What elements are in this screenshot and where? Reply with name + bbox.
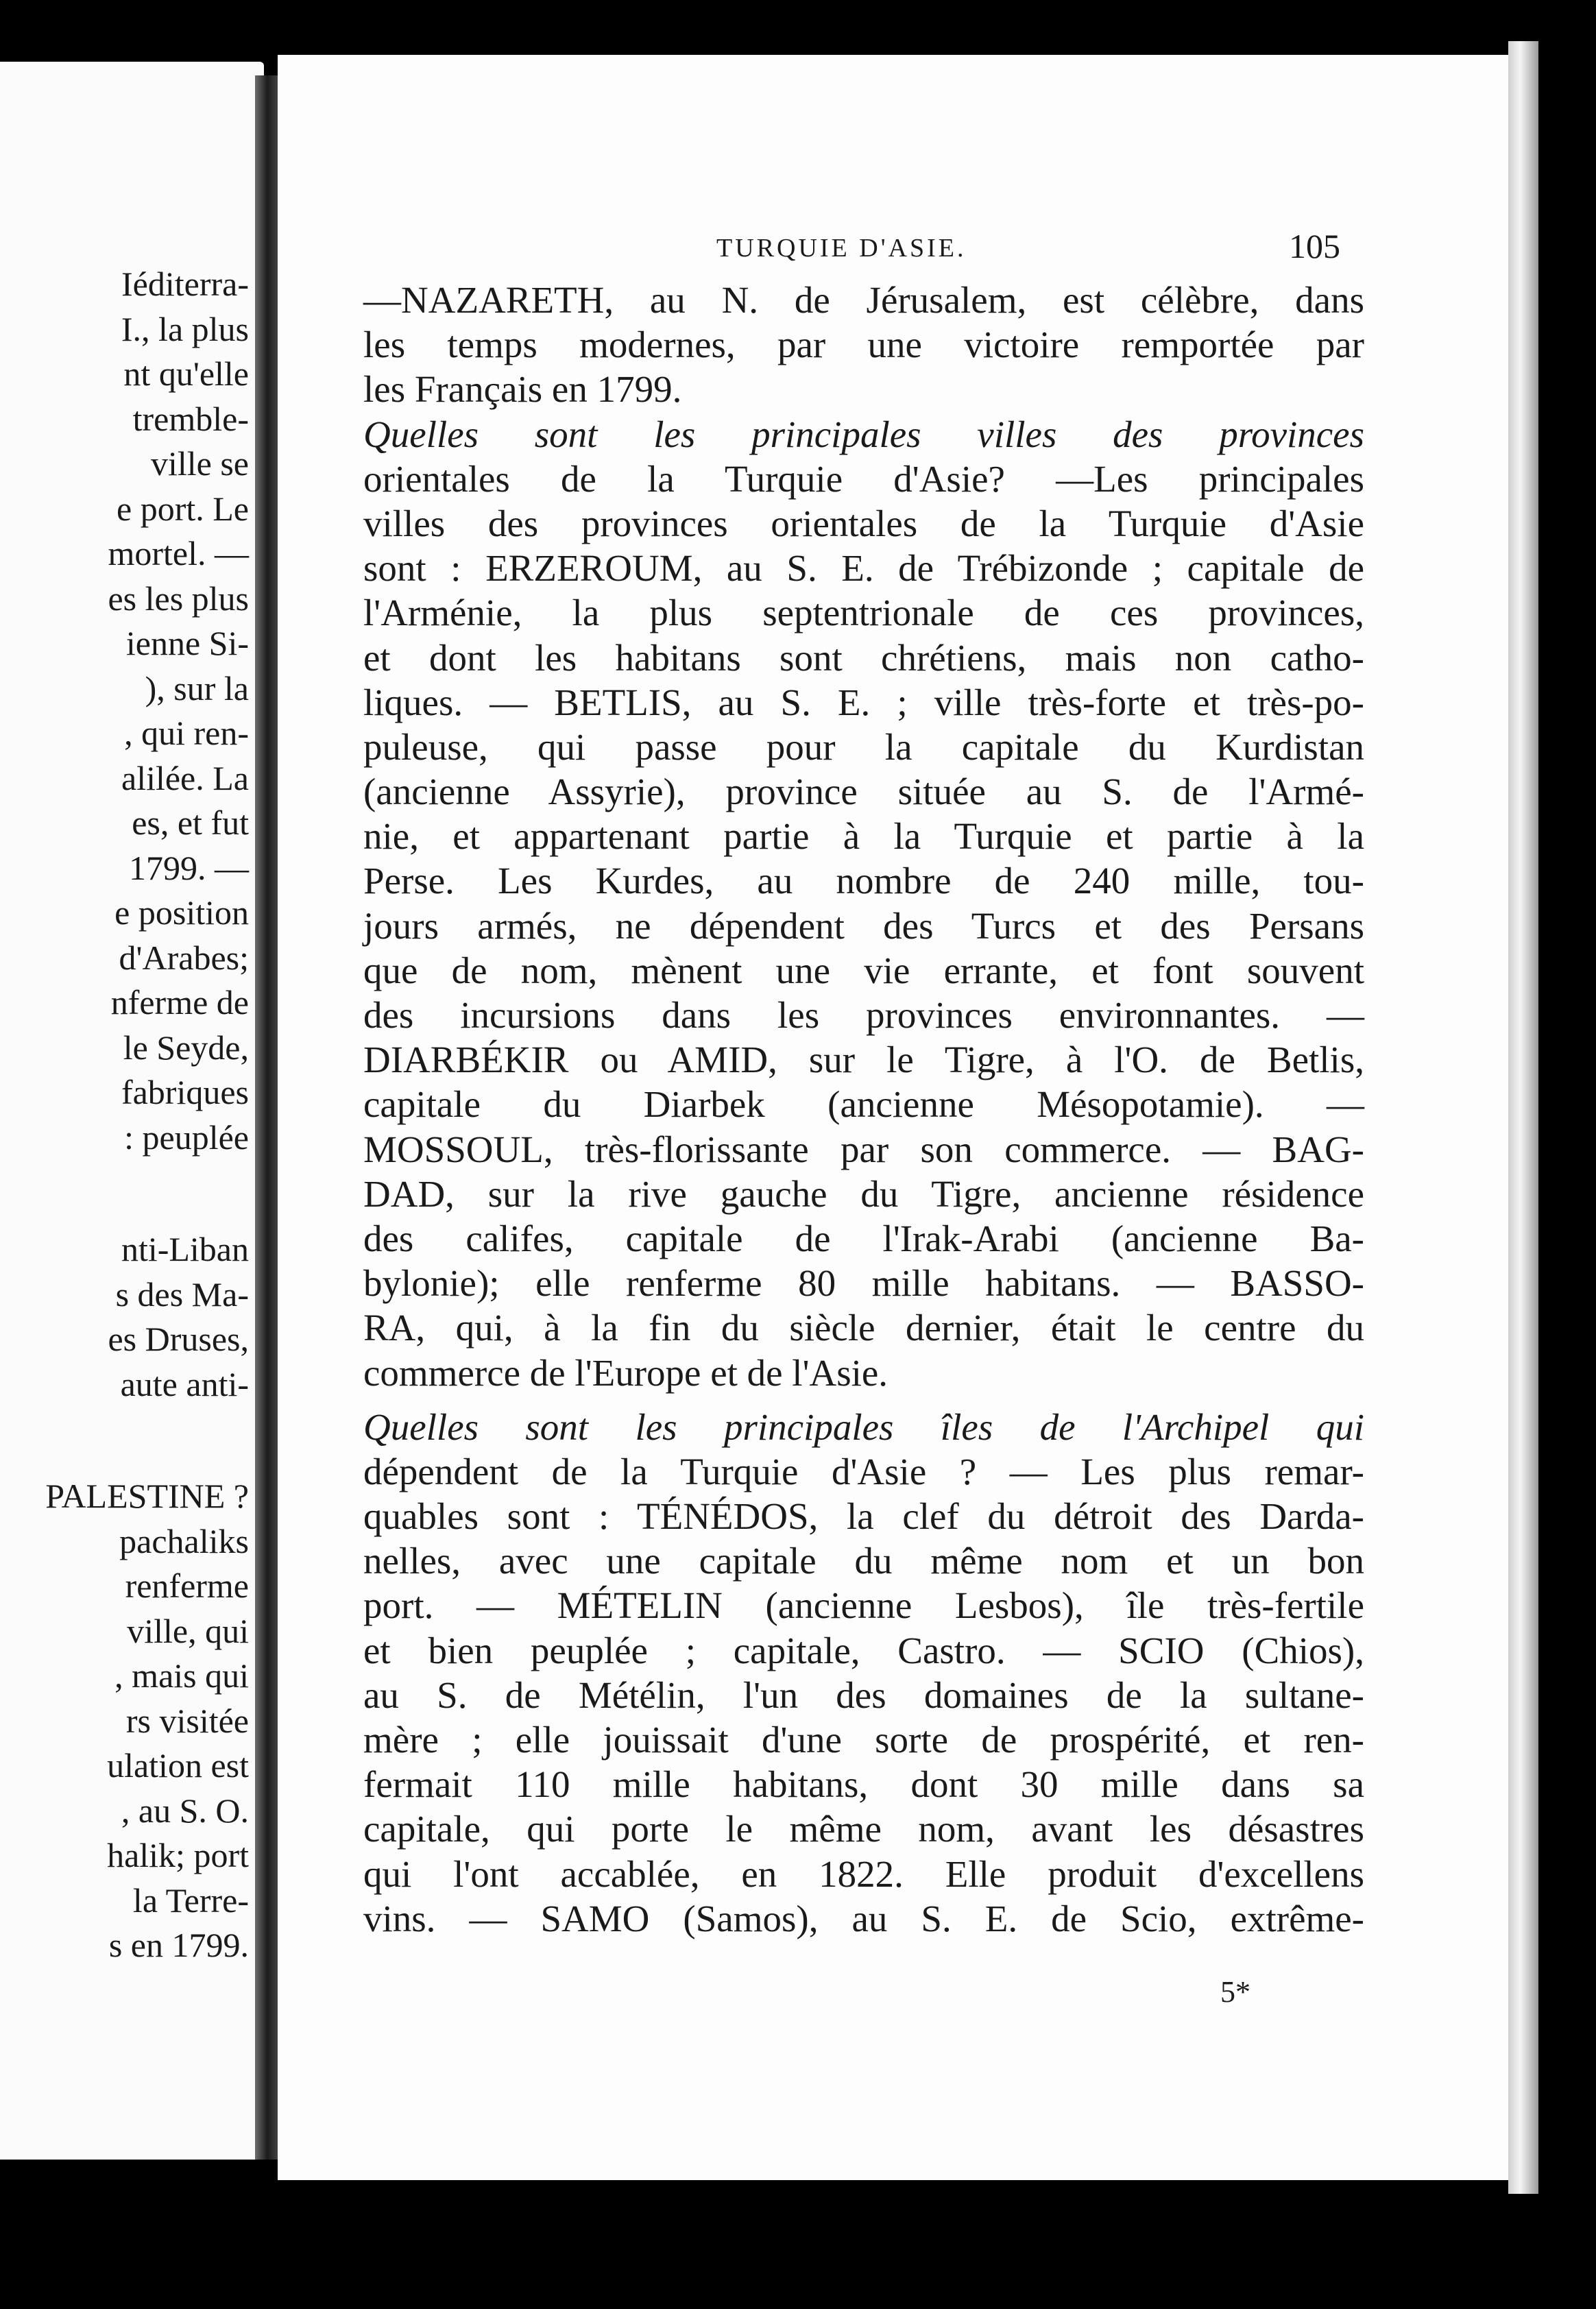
text-line: jours armés, ne dépendent des Turcs et des Persans	[363, 904, 1364, 947]
question-line: Quelles sont les principales villes des provinces	[363, 413, 1364, 455]
left-page-text	[2, 262, 249, 1968]
left-text-line: : peuplée	[124, 1117, 249, 1157]
left-text-line: nti-Liban	[121, 1230, 249, 1268]
left-text-line: ville se	[150, 444, 249, 483]
text-line: —NAZARETH, au N. de Jérusalem, est célèbre, dans	[363, 279, 1364, 321]
left-text-line: es les plus	[108, 579, 249, 618]
left-text-line: rs visitée	[125, 1701, 249, 1740]
blank-line	[2, 1160, 249, 1227]
left-text-line: ville, qui	[127, 1611, 249, 1650]
text-line: dépendent de la Turquie d'Asie ? — Les plus remar-	[363, 1450, 1364, 1492]
left-page	[0, 62, 264, 2160]
book-gutter	[255, 75, 280, 2160]
left-text-line: s des Ma-	[115, 1274, 249, 1314]
text-line: MOSSOUL, très-florissante par son commerce. — BAG-	[363, 1128, 1364, 1170]
left-text-line: aute anti-	[120, 1364, 249, 1403]
left-text-line: alilée. La	[121, 758, 249, 797]
text-line: vins. — SAMO (Samos), au S. E. de Scio, extrême-	[363, 1897, 1364, 1939]
left-text-line: halik; port	[107, 1836, 249, 1874]
text-line: (ancienne Assyrie), province située au S. de l'Armé-	[363, 771, 1364, 813]
left-text-line: la Terre-	[132, 1881, 249, 1920]
text-line: bylonie); elle renferme 80 mille habitans. — BASSO-	[363, 1262, 1364, 1305]
left-text-line: mortel. —	[108, 534, 249, 572]
page-edge	[1508, 41, 1538, 2194]
question-line: Quelles sont les principales îles de l'Archipel qui	[363, 1405, 1364, 1448]
text-line: l'Arménie, la plus septentrionale de ces provinces,	[363, 592, 1364, 634]
text-line: capitale du Diarbek (ancienne Mésopotamie). —	[363, 1083, 1364, 1126]
left-text-line: ienne Si-	[125, 624, 249, 662]
text-line: quables sont : TÉNÉDOS, la clef du détroit des Darda-	[363, 1495, 1364, 1538]
left-text-line: le Seyde,	[123, 1028, 249, 1067]
text-line: orientales de la Turquie d'Asie? —Les principales	[363, 457, 1364, 500]
page-number: 105	[1289, 227, 1340, 265]
text-line: commerce de l'Europe et de l'Asie.	[363, 1351, 888, 1394]
text-line: les temps modernes, par une victoire remportée par	[363, 324, 1364, 366]
left-text-line: nt qu'elle	[123, 354, 249, 393]
text-line: et bien peuplée ; capitale, Castro. — SCIO (Chios),	[363, 1629, 1364, 1671]
text-line: qui l'ont accablée, en 1822. Elle produit d'excellens	[363, 1852, 1364, 1895]
signature-mark: 5*	[1220, 1975, 1250, 2009]
running-head: TURQUIE D'ASIE.	[716, 234, 967, 263]
text-line: DAD, sur la rive gauche du Tigre, ancienne résidence	[363, 1172, 1364, 1215]
text-line: nelles, avec une capitale du même nom et un bon	[363, 1540, 1364, 1582]
text-line: RA, qui, à la fin du siècle dernier, était le centre du	[363, 1307, 1364, 1349]
text-line: nie, et appartenant partie à la Turquie et partie à la	[363, 815, 1364, 858]
text-line: port. — MÉTELIN (ancienne Lesbos), île très-fertile	[363, 1584, 1364, 1627]
left-text-line: I., la plus	[121, 309, 249, 348]
left-text-line: , qui ren-	[124, 714, 249, 752]
left-text-line: s en 1799.	[108, 1926, 249, 1964]
text-line: Perse. Les Kurdes, au nombre de 240 mille, tou-	[363, 860, 1364, 902]
text-line: liques. — BETLIS, au S. E. ; ville très-forte et très-po-	[363, 681, 1364, 723]
left-text-line: tremble-	[132, 399, 249, 438]
left-text-line: e port. Le	[117, 489, 249, 528]
left-text-line: , au S. O.	[121, 1791, 249, 1830]
text-line: mère ; elle jouissait d'une sorte de prospérité, et ren-	[363, 1719, 1364, 1761]
text-line: que de nom, mènent une vie errante, et font souvent	[363, 949, 1364, 991]
text-line: puleuse, qui passe pour la capitale du Kurdistan	[363, 725, 1364, 768]
left-text-line: nferme de	[110, 983, 249, 1021]
text-line: des califes, capitale de l'Irak-Arabi (ancienne Ba-	[363, 1217, 1364, 1259]
text-line: et dont les habitans sont chrétiens, mais non catho-	[363, 636, 1364, 679]
left-text-line: PALESTINE ?	[45, 1477, 249, 1515]
blank-line	[2, 1407, 249, 1474]
left-text-line: pachaliks	[119, 1521, 249, 1560]
left-text-line: 1799. —	[129, 848, 249, 887]
left-text-line: es Druses,	[108, 1320, 249, 1358]
text-line: sont : ERZEROUM, au S. E. de Trébizonde ; capitale de	[363, 547, 1364, 590]
left-text-line: e position	[114, 893, 249, 932]
left-text-line: , mais qui	[114, 1656, 249, 1695]
left-text-line: ulation est	[107, 1746, 249, 1785]
left-text-line: renferme	[125, 1567, 249, 1605]
text-line: DIARBÉKIR ou AMID, sur le Tigre, à l'O. de Betlis,	[363, 1039, 1364, 1081]
text-line: au S. de Métélin, l'un des domaines de la sultane-	[363, 1673, 1364, 1716]
left-text-line: es, et fut	[132, 803, 249, 842]
left-text-line: Iéditerra-	[121, 265, 249, 303]
text-line: capitale, qui porte le même nom, avant les désastres	[363, 1808, 1364, 1850]
text-line: fermait 110 mille habitans, dont 30 mille dans sa	[363, 1763, 1364, 1806]
left-text-line: d'Arabes;	[119, 938, 249, 977]
body-text	[363, 278, 1364, 1941]
text-line: villes des provinces orientales de la Turquie d'Asie	[363, 502, 1364, 544]
text-line: des incursions dans les provinces environnantes. —	[363, 994, 1364, 1036]
left-text-line: fabriques	[121, 1073, 249, 1111]
paragraph-gap	[363, 1395, 1364, 1405]
text-line: les Français en 1799.	[363, 368, 682, 411]
left-text-line: ), sur la	[145, 668, 249, 708]
